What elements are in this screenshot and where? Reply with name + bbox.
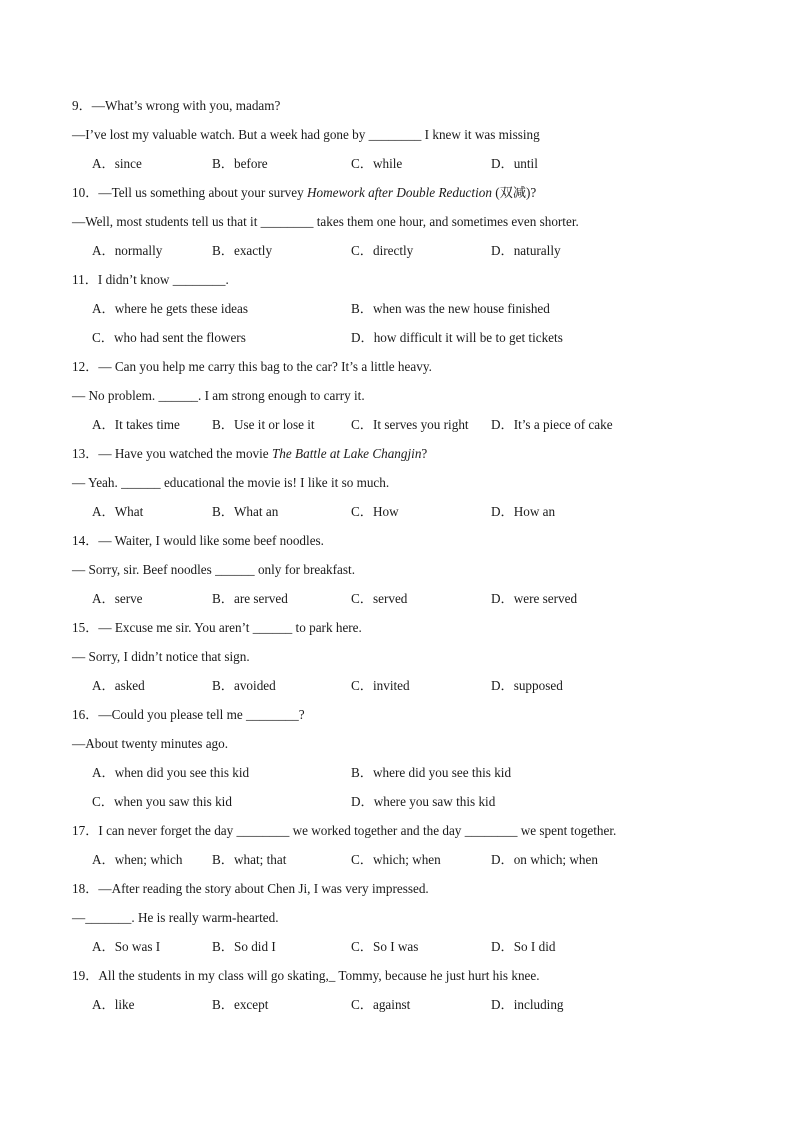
question-text: — No problem. ______. I am strong enough to carry it. <box>72 388 365 403</box>
question-stem <box>72 446 427 462</box>
answer-option[interactable]: C．How <box>351 504 399 519</box>
question-dialogue-line <box>72 649 250 665</box>
answer-option[interactable]: B．avoided <box>212 678 276 693</box>
answer-option[interactable]: D．how difficult it will be to get tickets <box>351 330 563 345</box>
answer-option[interactable]: A．like <box>92 997 135 1012</box>
answer-option[interactable]: C．when you saw this kid <box>92 794 232 809</box>
question-text: —What’s wrong with you, madam? <box>91 98 281 113</box>
answer-option[interactable]: B．exactly <box>212 243 273 258</box>
answer-option[interactable]: D．So I did <box>491 939 556 954</box>
answer-option[interactable]: B．So did I <box>212 939 276 954</box>
answer-option[interactable]: A．It takes time <box>92 417 180 432</box>
question-number: 18． <box>72 881 99 896</box>
answer-option[interactable]: B．before <box>212 156 268 171</box>
question-stem <box>72 98 280 114</box>
answer-option[interactable]: C．which; when <box>351 852 441 867</box>
answer-option[interactable]: C．served <box>351 591 408 606</box>
question-text: —_______. He is really warm-hearted. <box>72 910 279 925</box>
question-dialogue-line <box>72 910 279 926</box>
question-dialogue-line <box>72 388 365 404</box>
answer-option[interactable]: A．when; which <box>92 852 183 867</box>
answer-option[interactable]: C．directly <box>351 243 414 258</box>
answer-option[interactable]: C．So I was <box>351 939 419 954</box>
question-text: I didn’t know ________. <box>97 272 229 287</box>
answer-option[interactable]: D．naturally <box>491 243 561 258</box>
answer-option[interactable]: A．asked <box>92 678 145 693</box>
question-stem <box>72 185 536 201</box>
question-stem <box>72 968 540 984</box>
question-dialogue-line <box>72 736 228 752</box>
answer-option[interactable]: D．where you saw this kid <box>351 794 496 809</box>
answer-option[interactable]: C．while <box>351 156 403 171</box>
answer-option[interactable]: D．on which; when <box>491 852 598 867</box>
question-number: 9． <box>72 98 92 113</box>
answer-option[interactable]: A．serve <box>92 591 143 606</box>
question-text: — Sorry, sir. Beef noodles ______ only for breakfast. <box>72 562 355 577</box>
question-number: 15． <box>72 620 99 635</box>
answer-option[interactable]: B．What an <box>212 504 279 519</box>
question-text: — Sorry, I didn’t notice that sign. <box>72 649 250 664</box>
answer-option[interactable]: B．when was the new house finished <box>351 301 550 316</box>
question-text: — Have you watched the movie <box>98 446 272 461</box>
answer-option[interactable]: B．what; that <box>212 852 287 867</box>
question-text: (双减)? <box>491 185 537 200</box>
question-text: I can never forget the day ________ we worked together and the day ________ we spent together. <box>98 823 617 838</box>
question-stem <box>72 359 432 375</box>
question-stem <box>72 533 324 549</box>
question-text: —Could you please tell me ________? <box>98 707 305 722</box>
question-text: —About twenty minutes ago. <box>72 736 229 751</box>
question-dialogue-line <box>72 127 540 143</box>
answer-option[interactable]: D．It’s a piece of cake <box>491 417 613 432</box>
question-text: — Can you help me carry this bag to the car? It’s a little heavy. <box>98 359 432 374</box>
question-text: —I’ve lost my valuable watch. But a week had gone by ________ I knew it was missing <box>72 127 540 142</box>
answer-option[interactable]: D．were served <box>491 591 578 606</box>
answer-option[interactable]: A．normally <box>92 243 163 258</box>
answer-option[interactable]: C．It serves you right <box>351 417 469 432</box>
answer-option[interactable]: C．against <box>351 997 411 1012</box>
answer-option[interactable]: D．including <box>491 997 564 1012</box>
question-stem <box>72 823 616 839</box>
question-text: —Well, most students tell us that it ________ takes them one hour, and sometimes even shorter. <box>72 214 579 229</box>
question-dialogue-line <box>72 562 355 578</box>
question-text: —After reading the story about Chen Ji, I was very impressed. <box>98 881 429 896</box>
answer-option[interactable]: B．Use it or lose it <box>212 417 315 432</box>
question-dialogue-line <box>72 214 579 230</box>
question-text: — Yeah. ______ educational the movie is! I like it so much. <box>72 475 390 490</box>
answer-option[interactable]: A．where he gets these ideas <box>92 301 248 316</box>
question-number: 10． <box>72 185 99 200</box>
question-title-italic: The Battle at Lake Changjin <box>271 446 422 461</box>
question-stem <box>72 707 305 723</box>
question-number: 13． <box>72 446 99 461</box>
answer-option[interactable]: C．invited <box>351 678 410 693</box>
question-stem <box>72 272 229 288</box>
question-text: —Tell us something about your survey <box>98 185 307 200</box>
answer-option[interactable]: A．So was I <box>92 939 161 954</box>
question-text: — Waiter, I would like some beef noodles. <box>98 533 324 548</box>
question-number: 12． <box>72 359 99 374</box>
answer-option[interactable]: A．since <box>92 156 142 171</box>
question-text: ? <box>421 446 428 461</box>
answer-option[interactable]: A．when did you see this kid <box>92 765 250 780</box>
answer-option[interactable]: D．How an <box>491 504 556 519</box>
question-number: 14． <box>72 533 99 548</box>
question-text: All the students in my class will go skating,_ Tommy, because he just hurt his knee. <box>98 968 540 983</box>
answer-option[interactable]: A．What <box>92 504 144 519</box>
question-dialogue-line <box>72 475 389 491</box>
question-stem <box>72 881 429 897</box>
question-stem <box>72 620 362 636</box>
question-number: 16． <box>72 707 99 722</box>
answer-option[interactable]: D．until <box>491 156 538 171</box>
answer-option[interactable]: C．who had sent the flowers <box>92 330 246 345</box>
question-number: 11． <box>72 272 98 287</box>
answer-option[interactable]: D．supposed <box>491 678 563 693</box>
answer-option[interactable]: B．except <box>212 997 269 1012</box>
question-title-italic: Homework after Double Reduction <box>306 185 492 200</box>
answer-option[interactable]: B．where did you see this kid <box>351 765 512 780</box>
answer-option[interactable]: B．are served <box>212 591 288 606</box>
question-number: 17． <box>72 823 99 838</box>
question-text: — Excuse me sir. You aren’t ______ to park here. <box>98 620 362 635</box>
question-number: 19． <box>72 968 99 983</box>
